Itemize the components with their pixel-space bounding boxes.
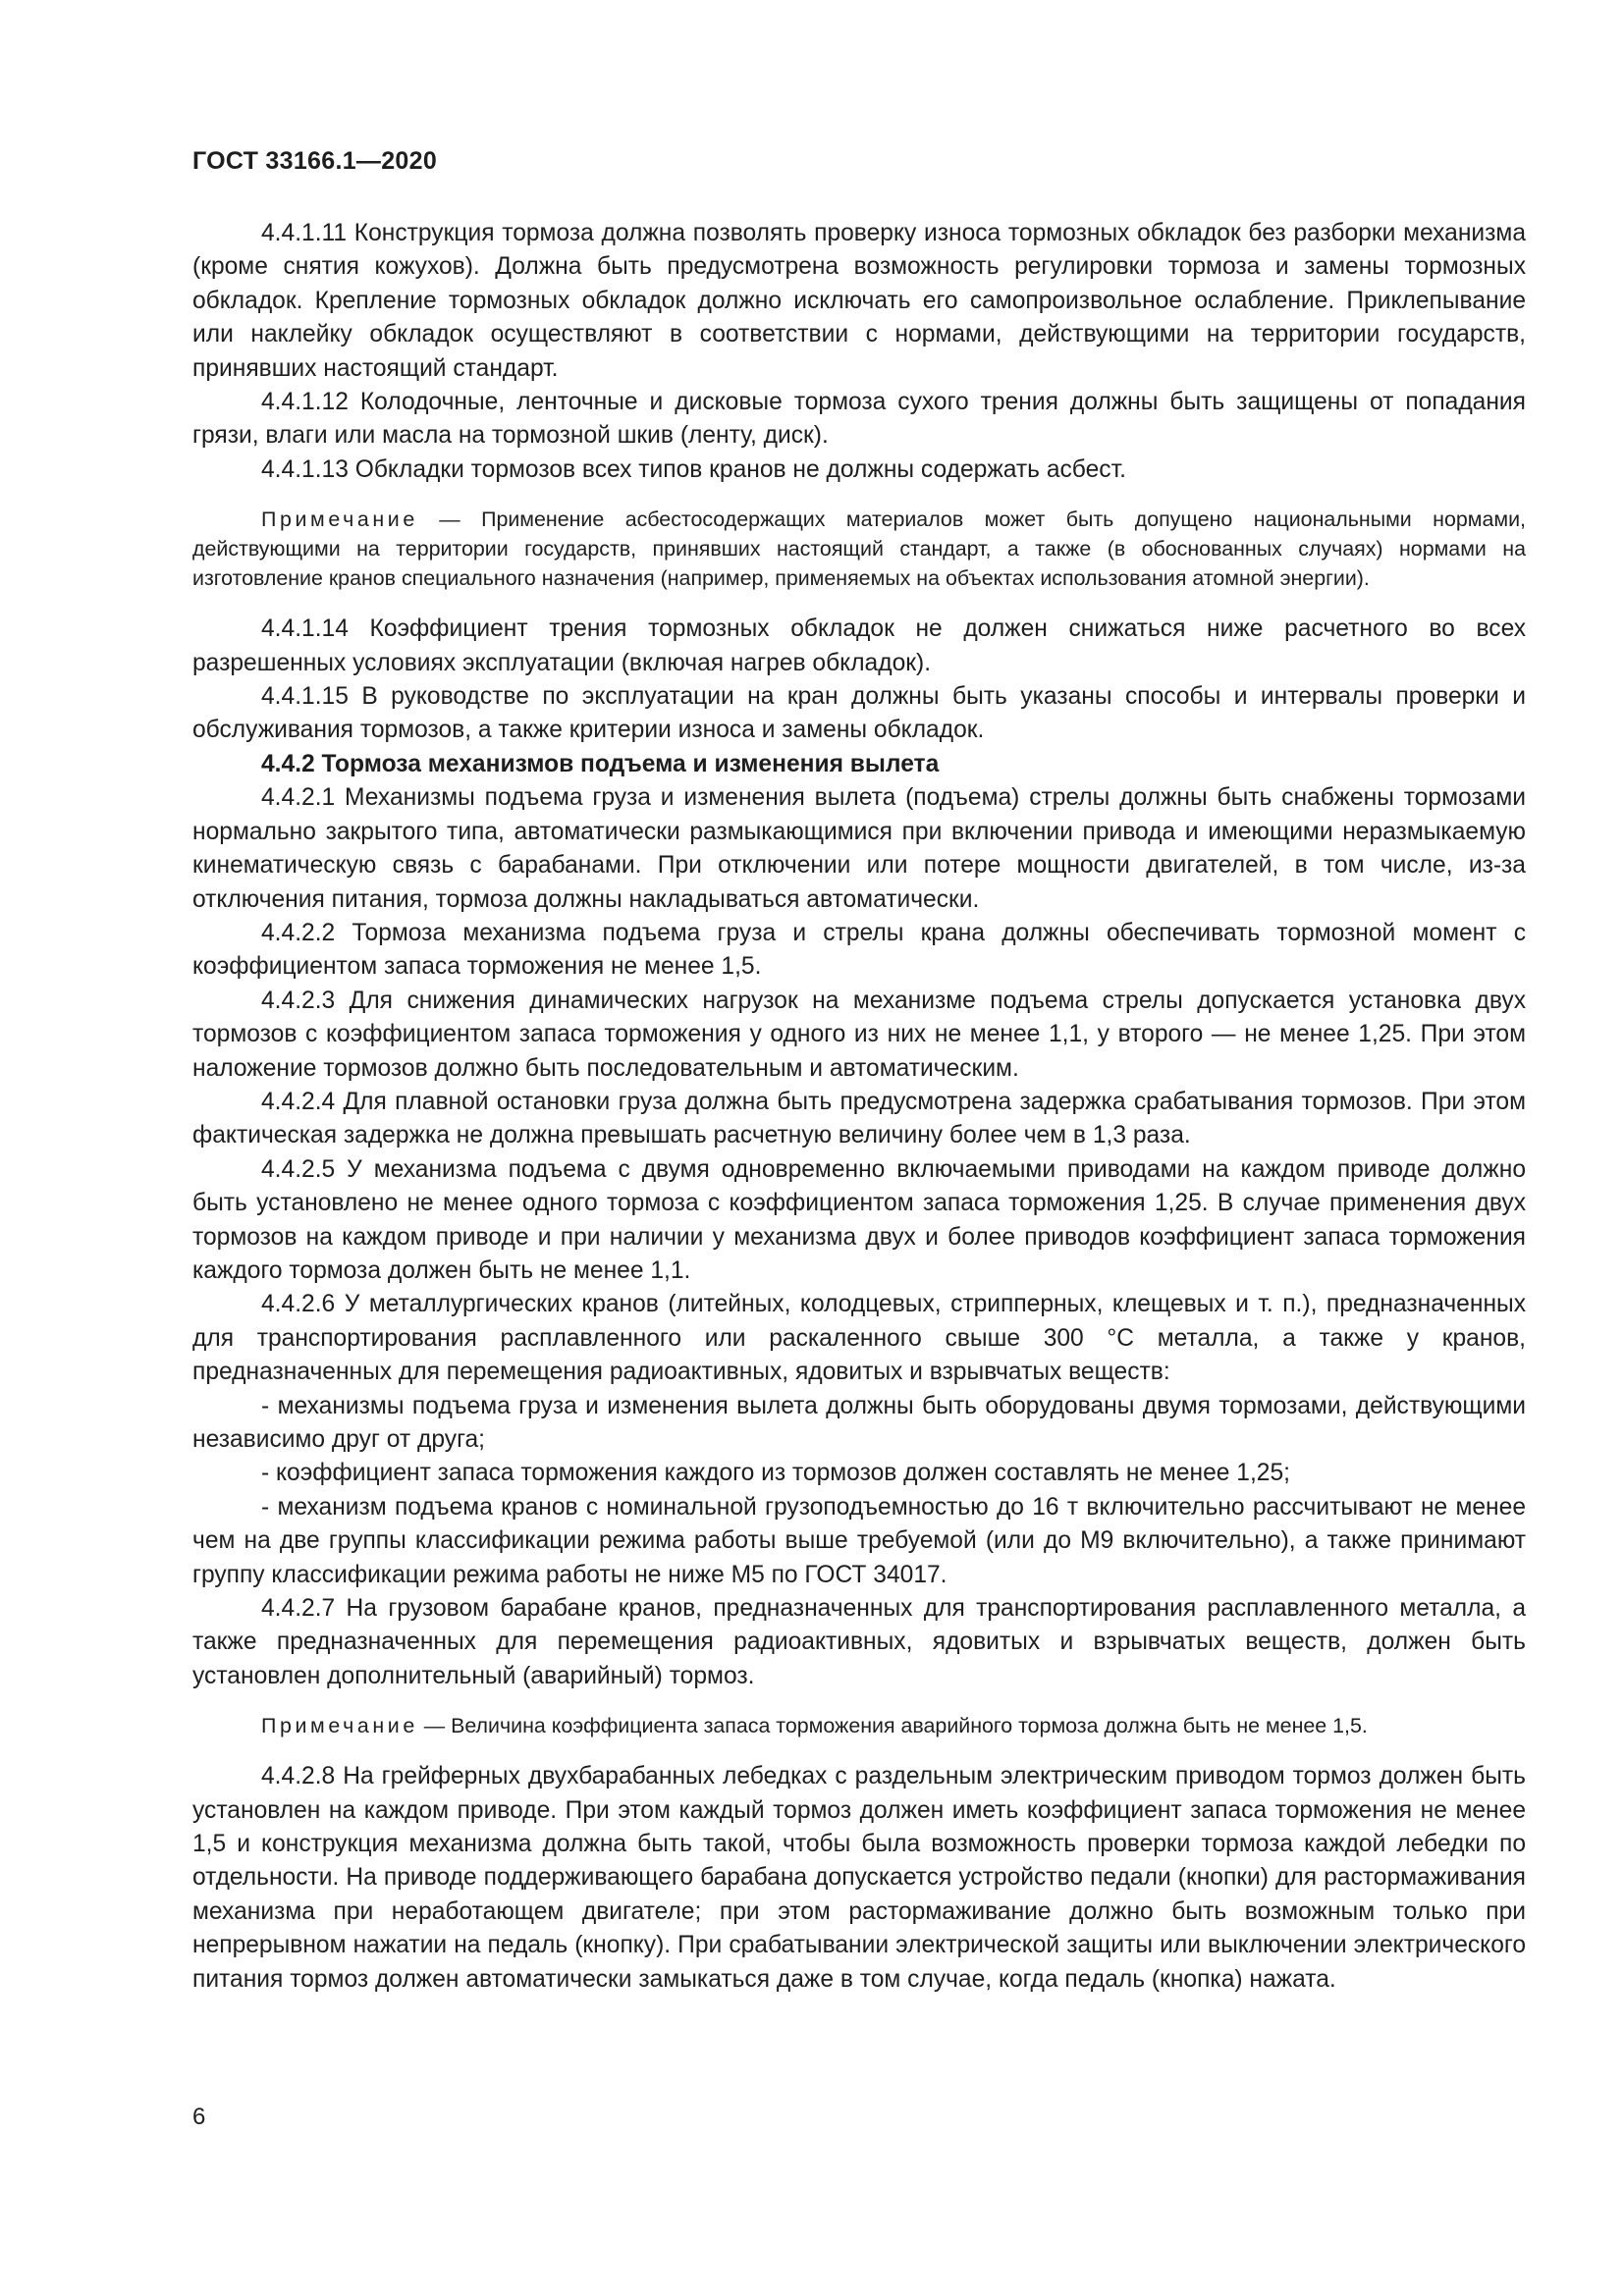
list-item-capacity: - механизм подъема кранов с номинальной грузоподъемностью до 16 т включительно рассчитывают не менее чем на две группы классификации режима работы выше требуемой (или до М9 включительно), а также принимают группу классификации режима работы не ниже М5 по ГОСТ 34017. xyxy=(192,1493,1526,1588)
note-text: — Величина коэффициента запаса торможения аварийного тормоза должна быть не менее 1,5. xyxy=(417,1714,1368,1738)
note-label: Примечание xyxy=(261,1714,418,1738)
list-item-coefficient: - коэффициент запаса торможения каждого из тормозов должен составлять не менее 1,25; xyxy=(261,1460,1290,1487)
paragraph-4-4-2-5: 4.4.2.5 У механизма подъема с двумя одновременно включаемыми приводами на каждом приводе должно быть установлено не менее одного тормоза с коэффициентом запаса торможения 1,25. В случае применения двух тормозов на каждом приводе и при наличии у механизма двух и более приводов коэффициент запаса торможения каждого тормоза должен быть не менее 1,1. xyxy=(192,1155,1526,1284)
note-emergency-brake xyxy=(192,1711,1526,1740)
paragraph-4-4-2-7: 4.4.2.7 На грузовом барабане кранов, предназначенных для транспортирования расплавленного металла, а также предназначенных для перемещения радиоактивных, ядовитых и взрывчатых веществ, должен быть установлен дополнительный (аварийный) тормоз. xyxy=(192,1595,1526,1689)
paragraph-4-4-1-15: 4.4.1.15 В руководстве по эксплуатации на кран должны быть указаны способы и интервалы проверки и обслуживания тормозов, а также критерии износа и замены обкладок. xyxy=(192,683,1526,744)
page-number: 6 xyxy=(192,2104,206,2130)
section-heading-4-4-2: 4.4.2 Тормоза механизмов подъема и изменения вылета xyxy=(261,750,940,777)
note-label: Примечание xyxy=(261,507,418,532)
note-text: — Применение асбестосодержащих материалов может быть допущено национальными нормами, действующими на территории государств, принявших настоящий стандарт, а также (в обоснованных случаях) нормами на изготовление кранов специального назначения (например, применяемых на объектах использования атомной энергии). xyxy=(192,507,1526,591)
paragraph-4-4-1-11: 4.4.1.11 Конструкция тормоза должна позволять проверку износа тормозных обкладок без разборки механизма (кроме снятия кожухов). Должна быть предусмотрена возможность регулировки тормоза и замены тормозных обкладок. Крепление тормозных обкладок должно исключать его самопроизвольное ослабление. Приклепывание или наклейку обкладок осуществляют в соответствии с нормами, действующими на территории государств, принявших настоящий стандарт. xyxy=(192,220,1526,382)
paragraph-4-4-2-8: 4.4.2.8 На грейферных двухбарабанных лебедках с раздельным электрическим приводом тормоз должен быть установлен на каждом приводе. При этом каждый тормоз должен иметь коэффициент запаса торможения не менее 1,5 и конструкция механизма должна быть такой, чтобы была возможность проверки тормоза каждой лебедки по отдельности. На приводе поддерживающего барабана допускается устройство педали (кнопки) для растормаживания механизма при неработающем двигателе; при этом растормаживание должно быть возможным только при непрерывном нажатии на педаль (кнопку). При срабатывании электрической защиты или выключении электрического питания тормоз должен автоматически замыкаться даже в том случае, когда педаль (кнопка) нажата. xyxy=(192,1763,1526,1993)
paragraph-4-4-2-4: 4.4.2.4 Для плавной остановки груза должна быть предусмотрена задержка срабатывания тормозов. При этом фактическая задержка не должна превышать расчетную величину более чем в 1,3 раза. xyxy=(192,1088,1526,1149)
paragraph-4-4-1-14: 4.4.1.14 Коэффициент трения тормозных обкладок не должен снижаться ниже расчетного во всех разрешенных условиях эксплуатации (включая нагрев обкладок). xyxy=(192,615,1526,676)
paragraph-4-4-1-13: 4.4.1.13 Обкладки тормозов всех типов кранов не должны содержать асбест. xyxy=(261,455,1126,483)
paragraph-4-4-2-1: 4.4.2.1 Механизмы подъема груза и изменения вылета (подъема) стрелы должны быть снабжены тормозами нормально закрытого типа, автоматически размыкающимися при включении привода и имеющими неразмыкаемую кинематическую связь с барабанами. При отключении или потере мощности двигателей, в том числе, из-за отключения питания, тормоза должны накладываться автоматически. xyxy=(192,784,1526,913)
paragraph-4-4-2-3: 4.4.2.3 Для снижения динамических нагрузок на механизме подъема стрелы допускается установка двух тормозов с коэффициентом запаса торможения у одного из них не менее 1,1, у второго — не менее 1,25. При этом наложение тормозов должно быть последовательным и автоматическим. xyxy=(192,987,1526,1082)
paragraph-4-4-2-2: 4.4.2.2 Тормоза механизма подъема груза и стрелы крана должны обеспечивать тормозной момент с коэффициентом запаса торможения не менее 1,5. xyxy=(192,919,1526,981)
note-asbestos xyxy=(192,505,1526,593)
paragraph-4-4-2-6: 4.4.2.6 У металлургических кранов (литейных, колодцевых, стрипперных, клещевых и т. п.), предназначенных для транспортирования расплавленного или раскаленного свыше 300 °С металла, а также у кранов, предназначенных для перемещения радиоактивных, ядовитых и взрывчатых веществ: xyxy=(192,1291,1526,1386)
list-item-two-brakes: - механизмы подъема груза и изменения вылета должны быть оборудованы двумя тормозами, действующими независимо друг от друга; xyxy=(192,1392,1526,1453)
document-page xyxy=(192,147,1526,1997)
paragraph-4-4-1-12: 4.4.1.12 Колодочные, ленточные и дисковые тормоза сухого трения должны быть защищены от попадания грязи, влаги или масла на тормозной шкив (ленту, диск). xyxy=(192,389,1526,450)
document-header: ГОСТ 33166.1—2020 xyxy=(192,147,438,175)
